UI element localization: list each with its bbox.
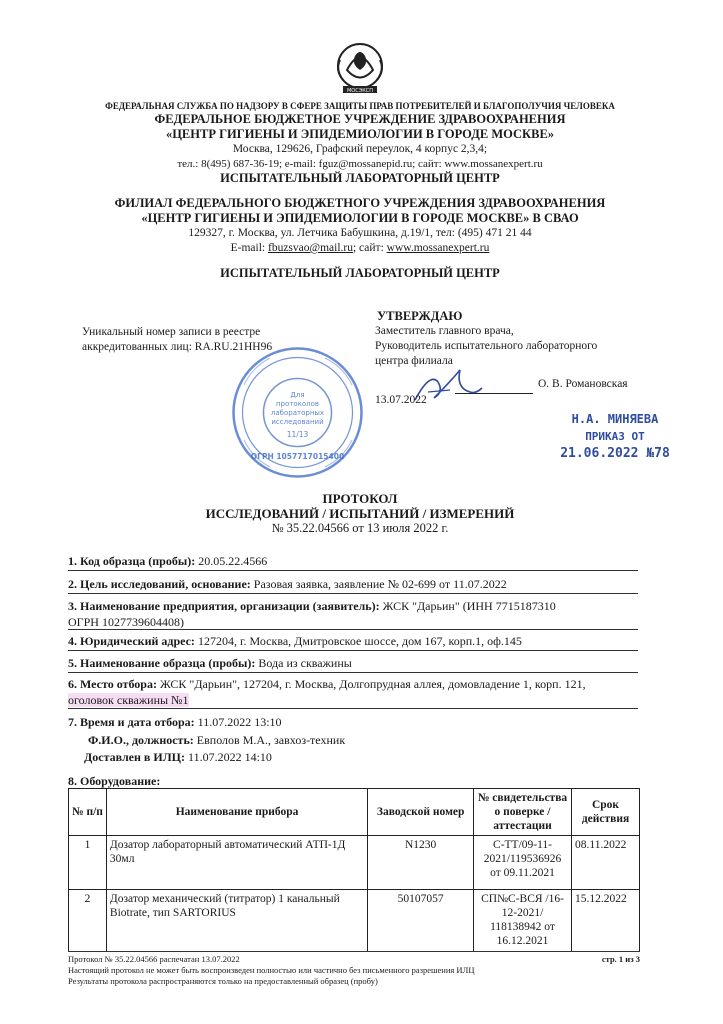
approval-line3: центра филиала xyxy=(375,355,453,367)
section-7-label: 7. Время и дата отбора: xyxy=(68,715,195,729)
service-name: ФЕДЕРАЛЬНАЯ СЛУЖБА ПО НАДЗОРУ В СФЕРЕ ЗАЩИТЫ ПРАВ ПОТРЕБИТЕЛЕЙ И БЛАГОПОЛУЧИЯ ЧЕЛОВЕКА xyxy=(105,101,615,111)
table-cell: 2 xyxy=(69,890,107,952)
branch-site-link[interactable]: www.mossanexpert.ru xyxy=(386,242,490,254)
signer-name: О. В. Романовская xyxy=(538,378,628,390)
section-7-delivery-value: 11.07.2022 14:10 xyxy=(188,750,272,764)
approval-date: 13.07.2022 xyxy=(375,394,427,406)
footer xyxy=(68,954,640,987)
registry-line1: Уникальный номер записи в реестре xyxy=(82,326,261,338)
emblem-logo-icon xyxy=(325,40,395,96)
branch-contacts xyxy=(60,241,660,256)
section-6 xyxy=(68,676,638,708)
table-row xyxy=(69,890,640,952)
section-8 xyxy=(68,773,638,789)
footer-line2: Настоящий протокол не может быть воспроизведен полностью или частично без письменного разрешения ИЛЦ xyxy=(68,965,475,975)
section-6-value-highlighted: оголовок скважины №1 xyxy=(68,693,189,707)
section-7-delivery xyxy=(84,749,624,765)
order-note-line3: 21.06.2022 №78 xyxy=(560,446,670,461)
section-6-value: ЖСК "Дарьин", 127204, г. Москва, Долгопрудная аллея, домовладение 1, корп. 121, xyxy=(159,677,586,691)
org-name-line1: ФЕДЕРАЛЬНОЕ БЮДЖЕТНОЕ УЧРЕЖДЕНИЕ ЗДРАВООХРАНЕНИЯ xyxy=(154,112,566,126)
table-header-row xyxy=(69,789,640,836)
section-3 xyxy=(68,598,638,630)
footer-line3: Результаты протокола распространяются только на предоставленный образец (пробу) xyxy=(68,976,378,986)
section-7-delivery-label: Доставлен в ИЛЦ: xyxy=(84,750,186,764)
branch-lab-center-title: ИСПЫТАТЕЛЬНЫЙ ЛАБОРАТОРНЫЙ ЦЕНТР xyxy=(220,266,500,280)
table-cell: 15.12.2022 xyxy=(572,890,640,952)
divider xyxy=(68,650,638,651)
section-2 xyxy=(68,576,638,592)
section-7-fio-value: Евполов М.А., завхоз-техник xyxy=(196,733,346,747)
divider xyxy=(68,629,638,630)
section-7-person xyxy=(88,732,628,748)
order-note-line2: ПРИКАЗ ОТ xyxy=(585,430,645,443)
section-6-label: 6. Место отбора: xyxy=(68,677,157,691)
section-1 xyxy=(68,553,638,569)
divider xyxy=(68,570,638,571)
table-row xyxy=(69,836,640,890)
approval-block xyxy=(375,309,675,369)
svg-text:МОСЭКСП: МОСЭКСП xyxy=(346,88,374,94)
section-3-label: 3. Наименование предприятия, организации (заявитель): xyxy=(68,599,380,613)
section-7 xyxy=(68,714,638,730)
table-cell: 08.11.2022 xyxy=(572,836,640,890)
section-4-label: 4. Юридический адрес: xyxy=(68,634,195,648)
footer-line1: Протокол № 35.22.04566 распечатан 13.07.2022 xyxy=(68,954,240,964)
approval-line1: Заместитель главного врача, xyxy=(375,325,514,337)
divider xyxy=(68,593,638,594)
svg-text:протоколов: протоколов xyxy=(275,400,320,408)
table-cell: N1230 xyxy=(368,836,474,890)
org-address: Москва, 129626, Графский переулок, 4 корпус 2,3,4; xyxy=(232,143,488,155)
section-4-value: 127204, г. Москва, Дмитровское шоссе, дом 167, корп.1, оф.145 xyxy=(197,634,522,648)
page-number: стр. 1 из 3 xyxy=(601,954,640,964)
order-note xyxy=(545,411,685,462)
section-7-fio-label: Ф.И.О., должность: xyxy=(88,733,194,747)
divider xyxy=(68,708,638,709)
table-cell: С-ТТ/09-11-2021/119536926 от 09.11.2021 xyxy=(474,836,572,890)
lab-center-title: ИСПЫТАТЕЛЬНЫЙ ЛАБОРАТОРНЫЙ ЦЕНТР xyxy=(220,171,500,185)
section-4 xyxy=(68,633,638,649)
table-cell: 50107057 xyxy=(368,890,474,952)
section-5-label: 5. Наименование образца (пробы): xyxy=(68,656,256,670)
divider xyxy=(68,672,638,673)
section-2-value: Разовая заявка, заявление № 02-699 от 11.07.2022 xyxy=(253,577,507,591)
section-5-value: Вода из скважины xyxy=(258,656,352,670)
section-3-value-cont: ОГРН 1027739604408) xyxy=(68,615,184,629)
table-cell: Дозатор лабораторный автоматический АТП-1Д 30мл xyxy=(106,836,367,890)
org-contacts: тел.: 8(495) 687-36-19; e-mail: fguz@mossanepid.ru; сайт: www.mossanexpert.ru xyxy=(177,158,543,170)
column-header: № свидетельства о поверке / аттестации xyxy=(474,789,572,836)
section-1-label: 1. Код образца (пробы): xyxy=(68,554,196,568)
table-cell: Дозатор механический (титратор) 1 канальный Biotrate, тип SARTORIUS xyxy=(106,890,367,952)
equipment-table xyxy=(68,788,640,952)
section-2-label: 2. Цель исследований, основание: xyxy=(68,577,251,591)
protocol-number: № 35.22.04566 от 13 июля 2022 г. xyxy=(271,521,449,535)
section-1-value: 20.05.22.4566 xyxy=(198,554,268,568)
svg-text:11/13: 11/13 xyxy=(286,430,309,439)
branch-name-line2: «ЦЕНТР ГИГИЕНЫ И ЭПИДЕМИОЛОГИИ В ГОРОДЕ МОСКВЕ» В СВАО xyxy=(141,211,579,225)
section-3-value: ЖСК "Дарьин" (ИНН 7715187310 xyxy=(382,599,556,613)
section-7-value: 11.07.2022 13:10 xyxy=(197,715,282,729)
approval-title: УТВЕРЖДАЮ xyxy=(377,309,463,323)
column-header: Наименование прибора xyxy=(106,789,367,836)
footer-divider xyxy=(68,951,640,952)
table-cell: 1 xyxy=(69,836,107,890)
table-cell: СП№С-ВСЯ /16-12-2021/ 118138942 от 16.12.2021 xyxy=(474,890,572,952)
svg-text:лабораторных: лабораторных xyxy=(270,409,325,417)
protocol-subtitle: ИССЛЕДОВАНИЙ / ИСПЫТАНИЙ / ИЗМЕРЕНИЙ xyxy=(205,506,515,521)
svg-text:Для: Для xyxy=(290,391,305,399)
branch-address: 129327, г. Москва, ул. Летчика Бабушкина, д.19/1, тел: (495) 471 21 44 xyxy=(188,227,532,239)
column-header: Срок действия xyxy=(572,789,640,836)
org-name-line2: «ЦЕНТР ГИГИЕНЫ И ЭПИДЕМИОЛОГИИ В ГОРОДЕ МОСКВЕ» xyxy=(165,127,555,141)
order-note-line1: Н.А. МИНЯЕВА xyxy=(571,412,659,426)
column-header: № п/п xyxy=(69,789,107,836)
approval-line2: Руководитель испытательного лабораторного xyxy=(375,340,598,352)
branch-email-label: E-mail: xyxy=(230,242,268,254)
registry-line2: аккредитованных лиц: RA.RU.21HH96 xyxy=(82,341,273,353)
svg-text:ОГРН 1057717015400: ОГРН 1057717015400 xyxy=(250,452,345,461)
branch-name-line1: ФИЛИАЛ ФЕДЕРАЛЬНОГО БЮДЖЕТНОГО УЧРЕЖДЕНИЯ ЗДРАВООХРАНЕНИЯ xyxy=(114,196,606,210)
section-5 xyxy=(68,655,638,671)
official-stamp-icon xyxy=(230,345,365,480)
column-header: Заводской номер xyxy=(368,789,474,836)
svg-text:исследований: исследований xyxy=(271,418,324,426)
branch-site-label: ; сайт: xyxy=(352,242,387,254)
branch-email-link[interactable]: fbuzsvao@mail.ru xyxy=(267,242,353,254)
section-8-label: 8. Оборудование: xyxy=(68,774,161,788)
protocol-title: ПРОТОКОЛ xyxy=(322,491,398,506)
